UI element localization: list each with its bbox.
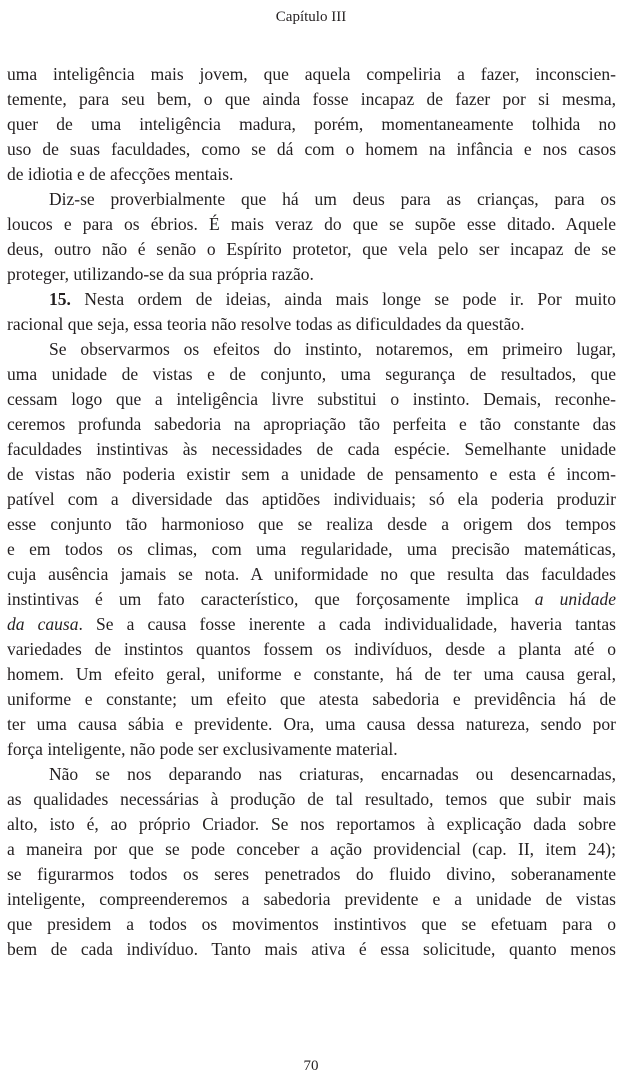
page-number: 70: [303, 1058, 319, 1074]
text-line-item: [7, 287, 616, 312]
text-line: faculdades instintivas às necessidades de cada espécie. Semelhante unidade: [7, 439, 616, 459]
text-line: cuja ausência jamais se nota. A uniformidade no que resulta das faculdades: [7, 564, 616, 584]
text-line: uma unidade de vistas e de conjunto, uma segurança de resultados, que: [7, 364, 616, 384]
text-line: Se observarmos os efeitos do instinto, notaremos, em primeiro lugar,: [49, 339, 616, 359]
text-line: uso de suas faculdades, como se dá com o homem na infância e nos casos: [7, 139, 616, 159]
text-line: uma inteligência mais jovem, que aquela compeliria a fazer, inconscien-: [7, 64, 616, 84]
text-line: cessam logo que a inteligência livre substitui o instinto. Demais, reconhe-: [7, 389, 616, 409]
text-line: esse conjunto tão harmonioso que se realiza desde a origem dos tempos: [7, 514, 616, 534]
text-line: ceremos profunda sabedoria na apropriação tão perfeita e tão constante das: [7, 414, 616, 434]
text-line: variedades de instintos quantos fossem os indivíduos, desde a planta até o: [7, 639, 616, 659]
text-line: de vistas não poderia existir sem a unidade de pensamento e esta é incom-: [7, 464, 616, 484]
text-segment: Nesta ordem de ideias, ainda mais longe se pode ir. Por muito: [84, 289, 616, 309]
text-line: patível com a diversidade das aptidões individuais; só ela poderia produzir: [7, 489, 616, 509]
text-line: racional que seja, essa teoria não resolve todas as dificuldades da questão.: [7, 314, 525, 334]
text-line: ter uma causa sábia e previdente. Ora, uma causa dessa natureza, sendo por: [7, 714, 616, 734]
text-line: se figurarmos todos os seres penetrados do fluido divino, soberanamente: [7, 864, 616, 884]
text-segment: instintivas é um fato característico, que forçosamente implica: [7, 589, 519, 609]
text-line: Não se nos deparando nas criaturas, encarnadas ou desencarnadas,: [49, 764, 616, 784]
text-line: loucos e para os ébrios. É mais veraz do que se supõe esse ditado. Aquele: [7, 214, 616, 234]
text-line: uniforme e constante; um efeito que atesta sabedoria e previdência há de: [7, 689, 616, 709]
text-line: [7, 612, 616, 637]
text-line: as qualidades necessárias à produção de tal resultado, temos que subir mais: [7, 789, 616, 809]
text-line: alto, isto é, ao próprio Criador. Se nos reportamos à explicação dada sobre: [7, 814, 616, 834]
text-line: temente, para seu bem, o que ainda fosse incapaz de fazer por si mesma,: [7, 89, 616, 109]
text-line: [7, 587, 616, 612]
running-head: Capítulo III: [275, 9, 347, 25]
text-line: e em todos os climas, com uma regularidade, uma precisão matemáticas,: [7, 539, 616, 559]
text-line: de idiotia e de afecções mentais.: [7, 164, 234, 184]
emphasis-text: a unidade: [534, 589, 616, 609]
text-line: que presidem a todos os movimentos instintivos que se efetuam para o: [7, 914, 616, 934]
text-line: deus, outro não é senão o Espírito protetor, que vela pelo ser incapaz de se: [7, 239, 616, 259]
text-line: a maneira por que se pode conceber a ação providencial (cap. II, item 24);: [7, 839, 616, 859]
text-line: inteligente, compreenderemos a sabedoria previdente e a unidade de vistas: [7, 889, 616, 909]
item-number: 15.: [49, 289, 71, 309]
text-line: quer de uma inteligência madura, porém, momentaneamente tolhida no: [7, 114, 616, 134]
text-line: proteger, utilizando-se da sua própria razão.: [7, 264, 314, 284]
text-line: Diz-se proverbialmente que há um deus para as crianças, para os: [49, 189, 616, 209]
text-segment: . Se a causa fosse inerente a cada individualidade, haveria tantas: [78, 614, 616, 634]
emphasis-text: da causa: [7, 614, 79, 634]
text-line: força inteligente, não pode ser exclusivamente material.: [7, 739, 398, 759]
text-line: bem de cada indivíduo. Tanto mais ativa é essa solicitude, quanto menos: [7, 939, 616, 959]
body-text: [7, 62, 616, 962]
text-line: homem. Um efeito geral, uniforme e constante, há de ter uma causa geral,: [7, 664, 616, 684]
